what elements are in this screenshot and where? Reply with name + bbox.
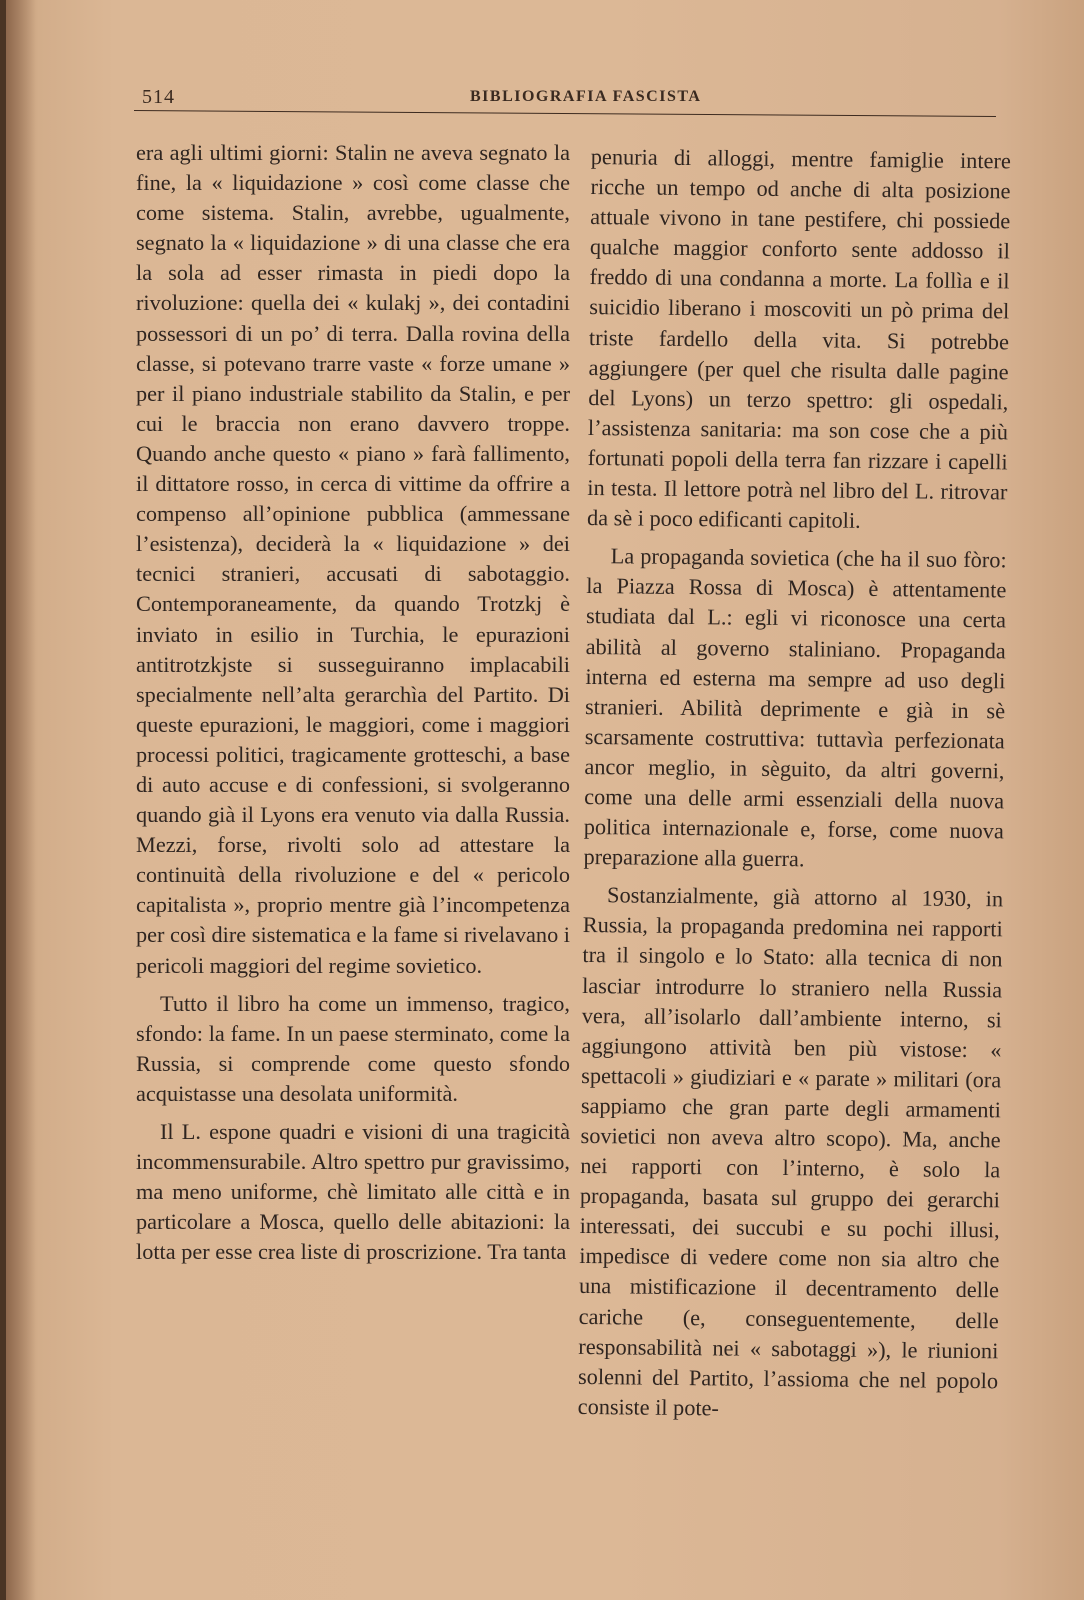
- paragraph: era agli ultimi giorni: Stalin ne aveva segnato la fine, la « liquidazione » così come classe che come sistema. Stalin, avrebbe, ugualmente, segnato la « liquidazione » di una classe che era la sola ad esser rimasta in piedi dopo la rivoluzione: quella dei « kulakj », dei contadini possessori di un po’ di terra. Dalla rovina della classe, si potevano trarre vaste « forze umane » per il piano industriale stabilito da Stalin, e per cui le braccia non erano davvero troppe. Quando anche questo « piano » farà fallimento, il dittatore rosso, in cerca di vittime da offrire a compenso all’opinione pubblica (ammessane l’esistenza), deciderà la « liquidazione » dei tecnici stranieri, accusati di sabotaggio. Contemporaneamente, da quando Trotzkj è inviato in esilio in Turchia, le epurazioni antitrotzkjste si susseguiranno implacabili specialmente nell’alta gerarchìa del Partito. Di queste epurazioni, le maggiori, come i maggiori processi politici, tragicamente grotteschi, a base di auto accuse e di confessioni, si svolgeranno quando già il Lyons era venuto via dalla Russia. Mezzi, forse, rivolti solo ad attestare la continuità della rivoluzione e del « pericolo capitalista », proprio mentre già l’incompetenza per così dire sistematica e la fame si rivelavano i pericoli maggiori del regime sovietico.: [136, 140, 570, 978]
- right-column: [578, 142, 1011, 1426]
- paragraph: Il L. espone quadri e visioni di una tragicità incommensurabile. Altro spettro pur gravissimo, ma meno uniforme, chè limitato alle città e in particolare a Mosca, quello delle abitazioni: la lotta per esse crea liste di proscrizione. Tra tanta: [136, 1119, 570, 1265]
- page-number: 514: [142, 86, 175, 108]
- paragraph: Sostanzialmente, già attorno al 1930, in Russia, la propaganda predomina nei rapporti tra il singolo e lo Stato: alla tecnica di non lasciar introdurre lo straniero nella Russia vera, all’isolarlo dall’ambiente interno, si aggiungono attività ben più vistose: « spettacoli » giudiziari e « parate » militari (ora sappiamo che gran parte degli armamenti sovietici non aveva altro scopo). Ma, anche nei rapporti con l’interno, è solo la propaganda, basata sul gruppo dei gerarchi interessati, dei succubi e su pochi illusi, impedisce di vedere come non sia altro che una mistificazione il decentramento delle cariche (e, conseguentemente, delle responsabilità nei « sabotaggi »), le riunioni solenni del Partito, l’assioma che nel popolo consiste il pote-: [577, 882, 1004, 1421]
- book-page: [6, 0, 1084, 1600]
- paragraph: Tutto il libro ha come un immenso, tragico, sfondo: la fame. In un paese sterminato, come la Russia, si comprende come questo sfondo acquistasse una desolata uniformità.: [136, 990, 570, 1106]
- running-title: BIBLIOGRAFIA FASCISTA: [470, 88, 702, 105]
- paragraph: penuria di alloggi, mentre famiglie intere ricche un tempo od anche di alta posizione attuale vivono in tane pestifere, chi possiede qualche maggior conforto sente addosso il freddo di una condanna a morte. La follìa e il suicidio liberano i moscoviti un pò prima del triste fardello della vita. Si potrebbe aggiungere (per quel che risulta dalle pagine del Lyons) un terzo spettro: gli ospedali, l’assistenza sanitaria: ma son cose che a più fortunati popoli della terra fan rizzare i capelli in testa. Il lettore potrà nel libro del L. ritrovar da sè i poco edificanti capitoli.: [586, 143, 1011, 533]
- left-column: [136, 138, 570, 1267]
- paragraph: La propaganda sovietica (che ha il suo fòro: la Piazza Rossa di Mosca) è attentamente studiata dal L.: egli vi riconosce una certa abilità al governo staliniano. Propaganda interna ed esterna ma sempre ad uso degli stranieri. Abilità deprimente e già in sè scarsamente costruttiva: tuttavìa perfezionata ancor meglio, in sèguito, da altri governi, come una delle armi essenziali della nuova politica internazionale e, forse, come nuova preparazione alla guerra.: [583, 543, 1007, 872]
